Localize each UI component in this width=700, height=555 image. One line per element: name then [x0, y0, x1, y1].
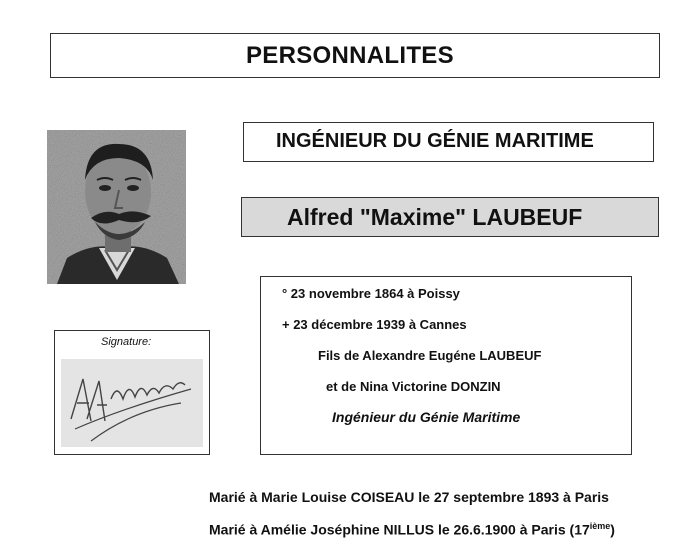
marriage-1-text: Marié à Marie Louise COISEAU le 27 septembre 1893 à Paris: [209, 489, 609, 505]
name-text: Alfred "Maxime" LAUBEUF: [287, 204, 583, 230]
death-line: + 23 décembre 1939 à Cannes: [282, 317, 467, 332]
signature-box: [54, 330, 210, 455]
marriage-2-text: Marié à Amélie Joséphine NILLUS le 26.6.1900 à Paris (17: [209, 521, 590, 538]
signature-image: [61, 359, 203, 447]
marriage-line-1: [209, 489, 609, 505]
marriage-line-2: [209, 521, 615, 538]
signature-label: Signature:: [101, 336, 152, 348]
info-box: [260, 276, 632, 455]
marriage-2-end: ): [610, 521, 615, 538]
role-text: INGÉNIEUR DU GÉNIE MARITIME: [276, 130, 594, 152]
portrait-photo: [47, 130, 186, 284]
page-title: PERSONNALITES: [246, 42, 454, 69]
name-banner: [241, 197, 659, 237]
birth-line: ° 23 novembre 1864 à Poissy: [282, 286, 460, 301]
title-box: [50, 33, 660, 78]
father-line: Fils de Alexandre Eugéne LAUBEUF: [318, 348, 542, 363]
marriage-2-sup: ième: [589, 521, 611, 531]
role-banner: [243, 122, 654, 162]
mother-line: et de Nina Victorine DONZIN: [326, 379, 501, 394]
profession-line: Ingénieur du Génie Maritime: [332, 409, 521, 425]
